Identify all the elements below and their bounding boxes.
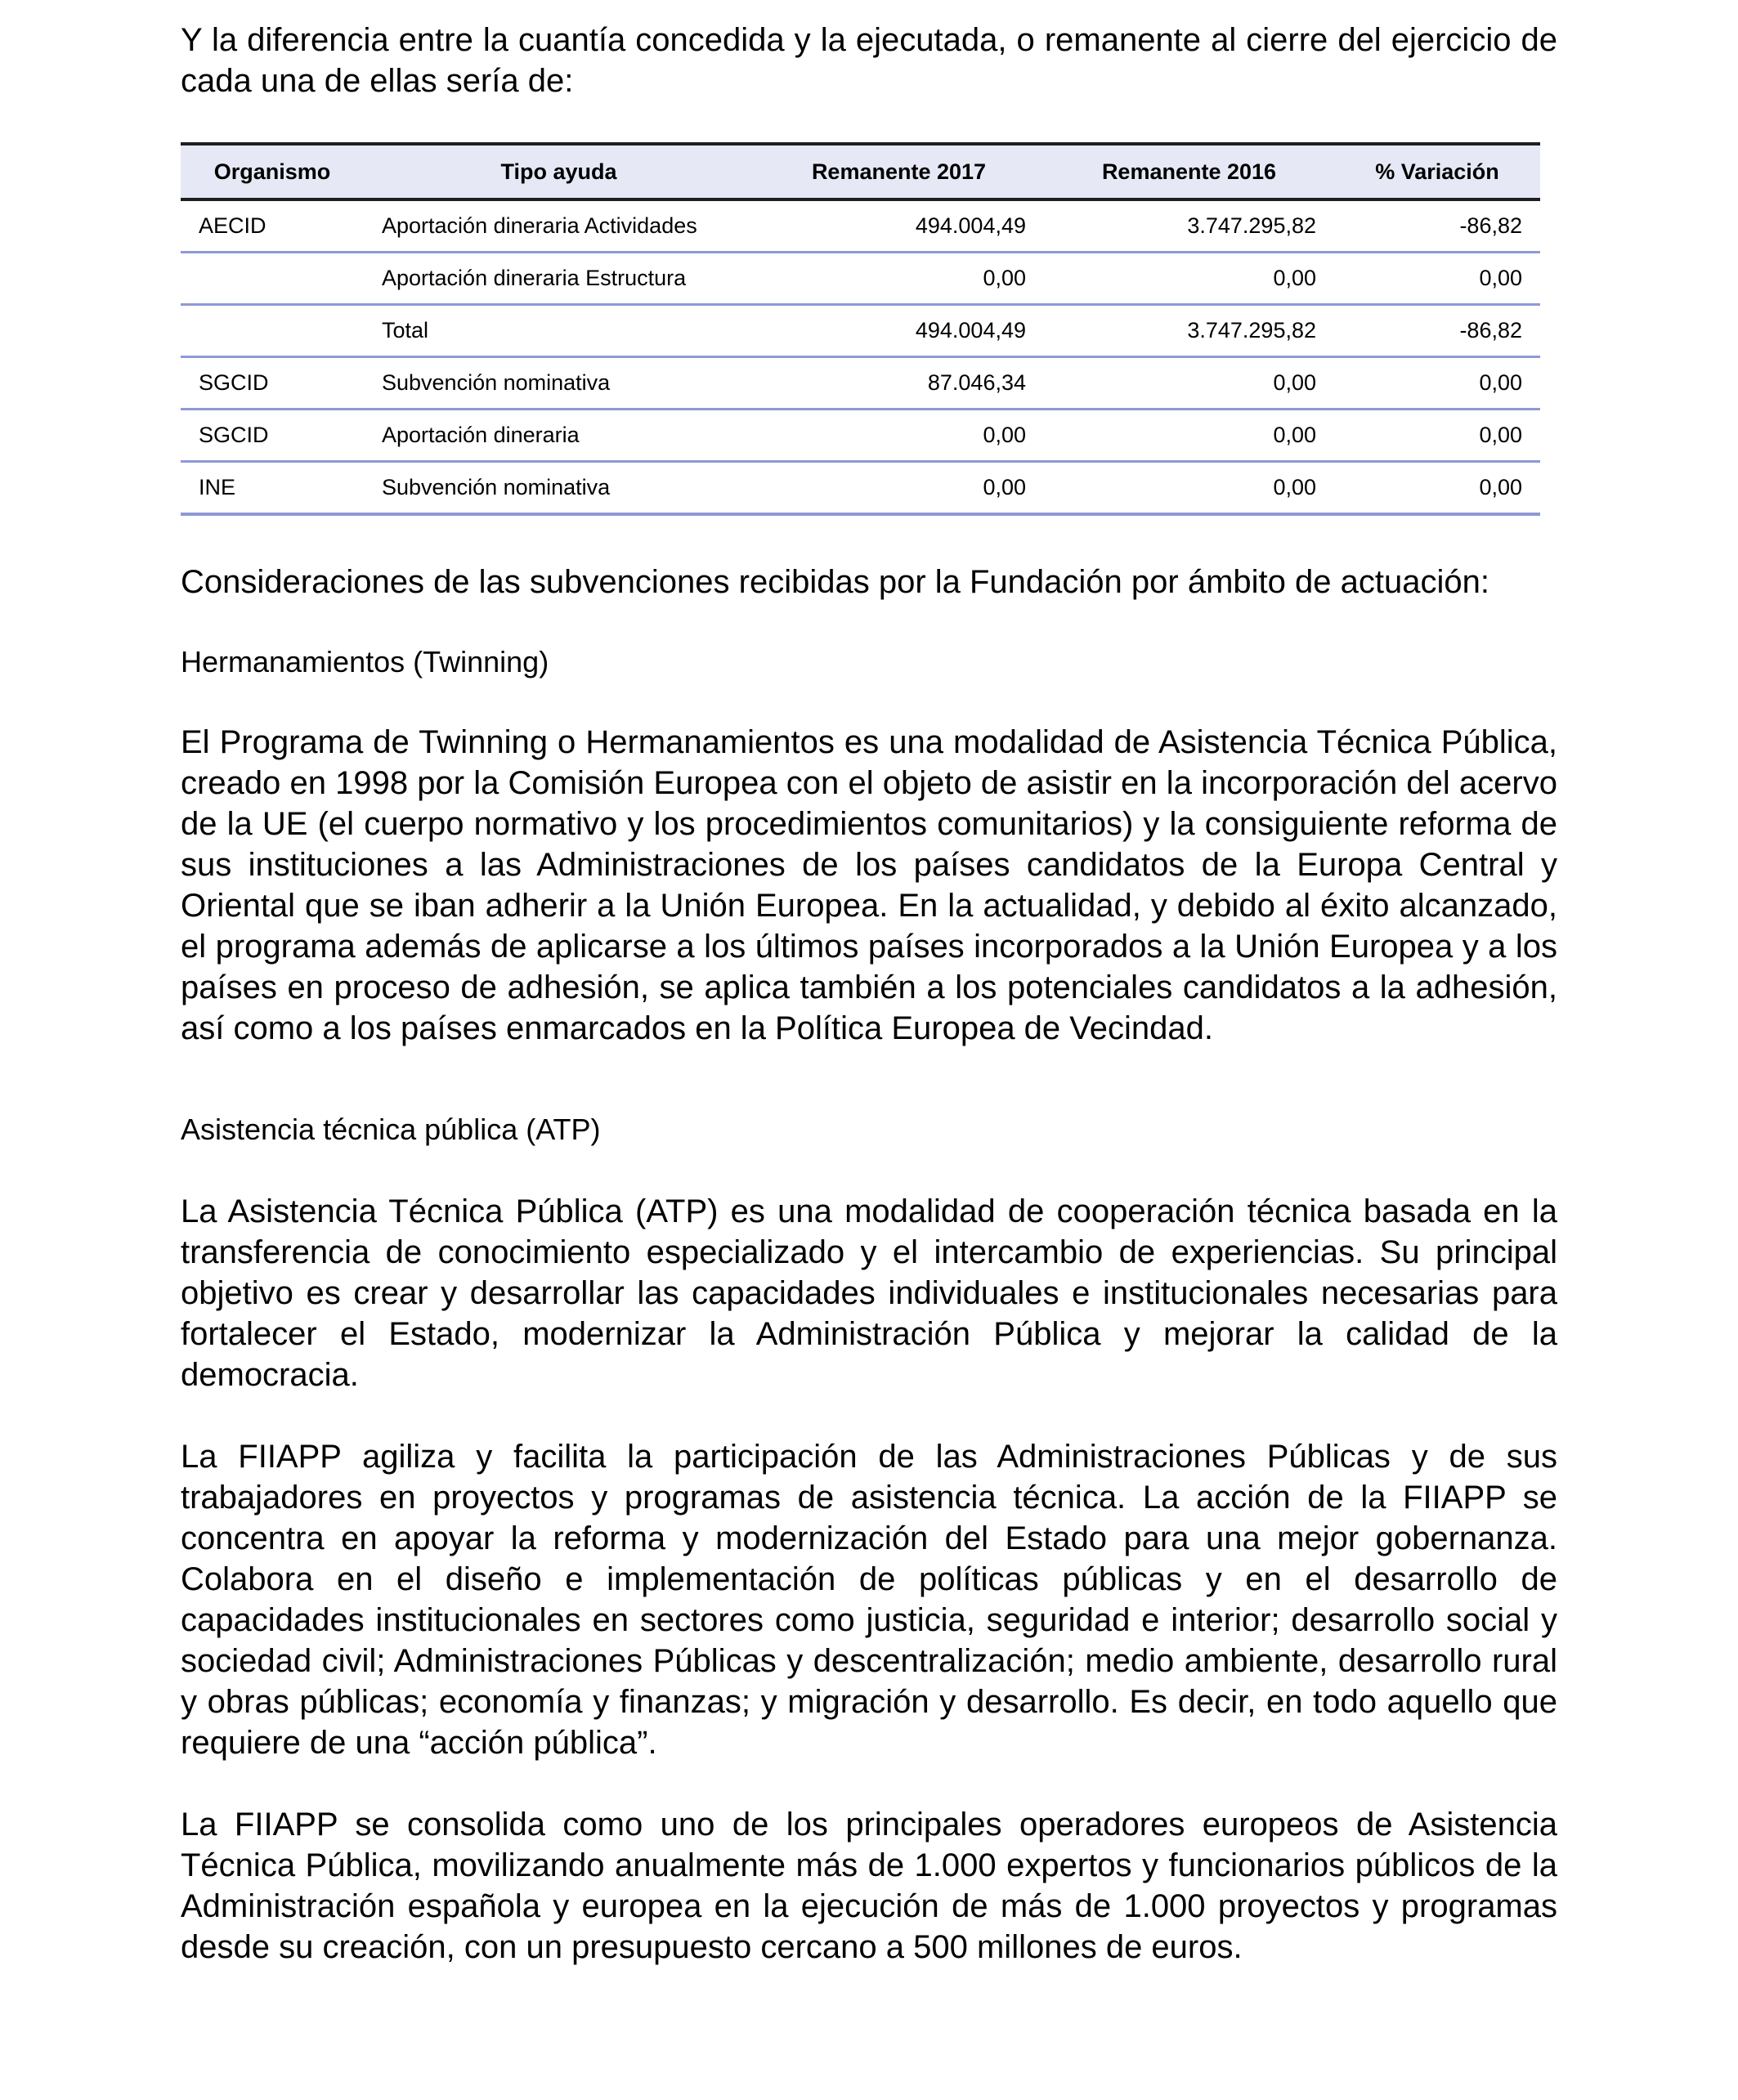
- cell-organismo: SGCID: [181, 410, 364, 462]
- header-variacion: % Variación: [1334, 144, 1540, 199]
- remanentes-table: [181, 142, 1540, 516]
- cell-remanente-2017: 0,00: [754, 410, 1044, 462]
- cell-organismo: SGCID: [181, 357, 364, 410]
- table-row: [181, 462, 1540, 515]
- cell-tipo-ayuda: Aportación dineraria: [364, 410, 754, 462]
- header-remanente-2017: Remanente 2017: [754, 144, 1044, 199]
- considerations-heading: Consideraciones de las subvenciones recibidas por la Fundación por ámbito de actuación:: [181, 564, 1489, 600]
- cell-tipo-ayuda: Aportación dineraria Actividades: [364, 199, 754, 253]
- atp-paragraph-1: La Asistencia Técnica Pública (ATP) es una modalidad de cooperación técnica basada en la transferencia de conocimiento especializado y el intercambio de experiencias. Su principal objetivo es crear y desarrollar las capacidades individuales e institucionales necesarias para fortalecer el Estado, modernizar la Administración Pública y mejorar la calidad de la democracia.: [181, 1193, 1557, 1393]
- cell-remanente-2017: 494.004,49: [754, 199, 1044, 253]
- table-row: [181, 357, 1540, 410]
- table-row: [181, 199, 1540, 253]
- cell-variacion: 0,00: [1334, 410, 1540, 462]
- cell-remanente-2016: 0,00: [1044, 462, 1334, 515]
- intro-paragraph: Y la diferencia entre la cuantía concedida y la ejecutada, o remanente al cierre del ejercicio de cada una de ellas sería de:: [181, 22, 1557, 99]
- atp-paragraph-3: La FIIAPP se consolida como uno de los principales operadores europeos de Asistencia Técnica Pública, movilizando anualmente más de 1.000 expertos y funcionarios públicos de la Administración española y europea en la ejecución de más de 1.000 proyectos y programas desde su creación, con un presupuesto cercano a 500 millones de euros.: [181, 1807, 1557, 1965]
- cell-variacion: -86,82: [1334, 199, 1540, 253]
- cell-remanente-2016: 3.747.295,82: [1044, 305, 1334, 357]
- cell-organismo: AECID: [181, 199, 364, 253]
- header-organismo: Organismo: [181, 144, 364, 199]
- cell-organismo: [181, 305, 364, 357]
- cell-tipo-ayuda: Subvención nominativa: [364, 462, 754, 515]
- cell-remanente-2016: 0,00: [1044, 410, 1334, 462]
- cell-remanente-2017: 87.046,34: [754, 357, 1044, 410]
- table-row: [181, 410, 1540, 462]
- atp-heading: Asistencia técnica pública (ATP): [181, 1113, 601, 1146]
- cell-remanente-2017: 0,00: [754, 462, 1044, 515]
- cell-remanente-2016: 0,00: [1044, 357, 1334, 410]
- cell-remanente-2017: 0,00: [754, 253, 1044, 305]
- table-row: [181, 253, 1540, 305]
- table-header-row: [181, 144, 1540, 199]
- cell-tipo-ayuda: Aportación dineraria Estructura: [364, 253, 754, 305]
- cell-remanente-2016: 3.747.295,82: [1044, 199, 1334, 253]
- twinning-paragraph: El Programa de Twinning o Hermanamientos es una modalidad de Asistencia Técnica Pública, creado en 1998 por la Comisión Europea con el objeto de asistir en la incorporación del acervo de la UE (el cuerpo normativo y los procedimientos comunitarios) y la consiguiente reforma de sus instituciones a las Administraciones de los países candidatos de la Europa Central y Oriental que se iban adherir a la Unión Europea. En la actualidad, y debido al éxito alcanzado, el programa además de aplicarse a los últimos países incorporados a la Unión Europea y a los países en proceso de adhesión, se aplica también a los potenciales candidatos a la adhesión, así como a los países enmarcados en la Política Europea de Vecindad.: [181, 724, 1557, 1046]
- twinning-heading: Hermanamientos (Twinning): [181, 645, 549, 678]
- cell-remanente-2016: 0,00: [1044, 253, 1334, 305]
- cell-variacion: 0,00: [1334, 462, 1540, 515]
- atp-paragraph-2: La FIIAPP agiliza y facilita la participación de las Administraciones Públicas y de sus trabajadores en proyectos y programas de asistencia técnica. La acción de la FIIAPP se concentra en apoyar la reforma y modernización del Estado para una mejor gobernanza. Colabora en el diseño e implementación de políticas públicas y en el desarrollo de capacidades institucionales en sectores como justicia, seguridad e interior; desarrollo social y sociedad civil; Administraciones Públicas y descentralización; medio ambiente, desarrollo rural y obras públicas; economía y finanzas; y migración y desarrollo. Es decir, en todo aquello que requiere de una “acción pública”.: [181, 1439, 1557, 1761]
- cell-variacion: -86,82: [1334, 305, 1540, 357]
- header-tipo-ayuda: Tipo ayuda: [364, 144, 754, 199]
- table-row: [181, 305, 1540, 357]
- cell-organismo: [181, 253, 364, 305]
- header-remanente-2016: Remanente 2016: [1044, 144, 1334, 199]
- cell-tipo-ayuda: Total: [364, 305, 754, 357]
- cell-tipo-ayuda: Subvención nominativa: [364, 357, 754, 410]
- cell-remanente-2017: 494.004,49: [754, 305, 1044, 357]
- cell-variacion: 0,00: [1334, 357, 1540, 410]
- cell-variacion: 0,00: [1334, 253, 1540, 305]
- cell-organismo: INE: [181, 462, 364, 515]
